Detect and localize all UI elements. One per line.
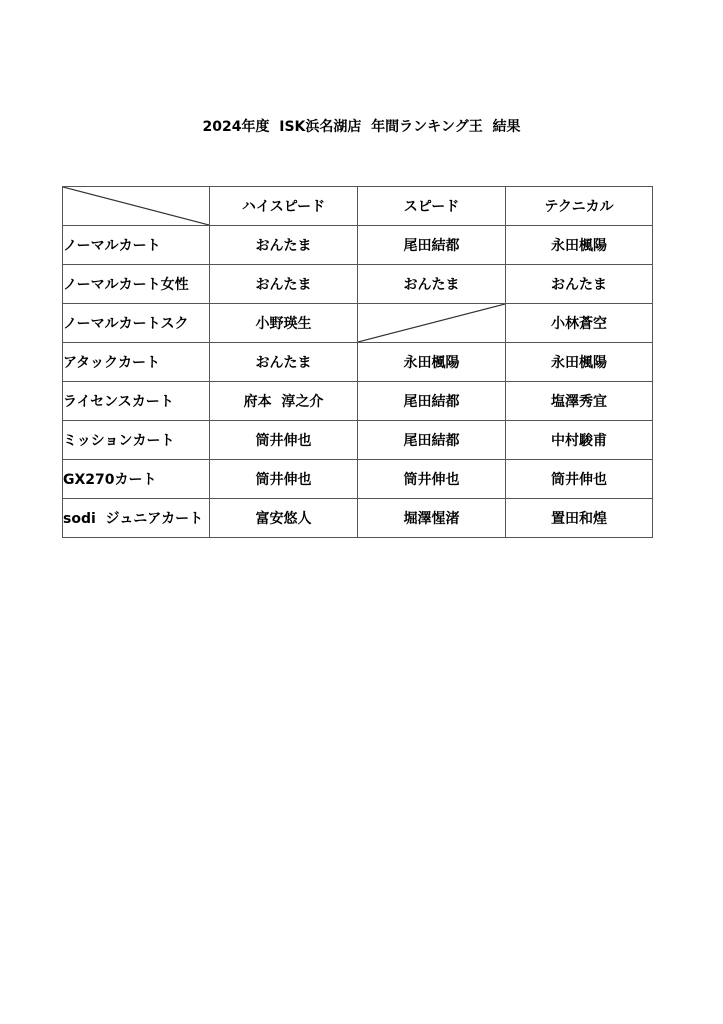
cell-value: 筒井伸也 xyxy=(506,460,653,499)
column-header-high-speed: ハイスピード xyxy=(210,187,358,226)
table-row xyxy=(63,343,653,382)
cell-value: おんたま xyxy=(358,265,506,304)
cell-value: 小野瑛生 xyxy=(210,304,358,343)
empty-cell-diagonal xyxy=(358,304,506,343)
table-row xyxy=(63,421,653,460)
cell-value: 筒井伸也 xyxy=(210,421,358,460)
cell-value: 尾田結都 xyxy=(358,226,506,265)
column-header-technical: テクニカル xyxy=(506,187,653,226)
cell-value: おんたま xyxy=(210,226,358,265)
table-row xyxy=(63,304,653,343)
cell-value: 永田楓陽 xyxy=(506,343,653,382)
row-category: アタックカート xyxy=(63,343,210,382)
table-row xyxy=(63,226,653,265)
diagonal-line-icon xyxy=(358,304,505,342)
cell-value: 筒井伸也 xyxy=(210,460,358,499)
cell-value: 塩澤秀宜 xyxy=(506,382,653,421)
table-header-row xyxy=(63,187,653,226)
row-category: ノーマルカート女性 xyxy=(63,265,210,304)
cell-value: 置田和煌 xyxy=(506,499,653,538)
document-title: 2024年度 ISK浜名湖店 年間ランキング王 結果 xyxy=(202,119,521,135)
cell-value: 永田楓陽 xyxy=(358,343,506,382)
cell-value: 府本 淳之介 xyxy=(210,382,358,421)
cell-value: おんたま xyxy=(506,265,653,304)
cell-value: おんたま xyxy=(210,343,358,382)
row-category: ノーマルカート xyxy=(63,226,210,265)
table-row xyxy=(63,265,653,304)
row-category: ノーマルカートスク xyxy=(63,304,210,343)
cell-value: 尾田結都 xyxy=(358,421,506,460)
row-category: ミッションカート xyxy=(63,421,210,460)
corner-cell-diagonal xyxy=(63,187,210,226)
row-category: sodi ジュニアカート xyxy=(63,499,210,538)
row-category: GX270カート xyxy=(63,460,210,499)
cell-value: 富安悠人 xyxy=(210,499,358,538)
table-row xyxy=(63,382,653,421)
diagonal-line-icon xyxy=(63,187,209,225)
cell-value: 尾田結都 xyxy=(358,382,506,421)
row-category: ライセンスカート xyxy=(63,382,210,421)
cell-value: 堀澤惺渚 xyxy=(358,499,506,538)
cell-value: 中村駿甫 xyxy=(506,421,653,460)
results-table xyxy=(62,186,653,538)
table-row xyxy=(63,460,653,499)
cell-value: おんたま xyxy=(210,265,358,304)
cell-value: 筒井伸也 xyxy=(358,460,506,499)
column-header-speed: スピード xyxy=(358,187,506,226)
cell-value: 永田楓陽 xyxy=(506,226,653,265)
table-row xyxy=(63,499,653,538)
cell-value: 小林蒼空 xyxy=(506,304,653,343)
